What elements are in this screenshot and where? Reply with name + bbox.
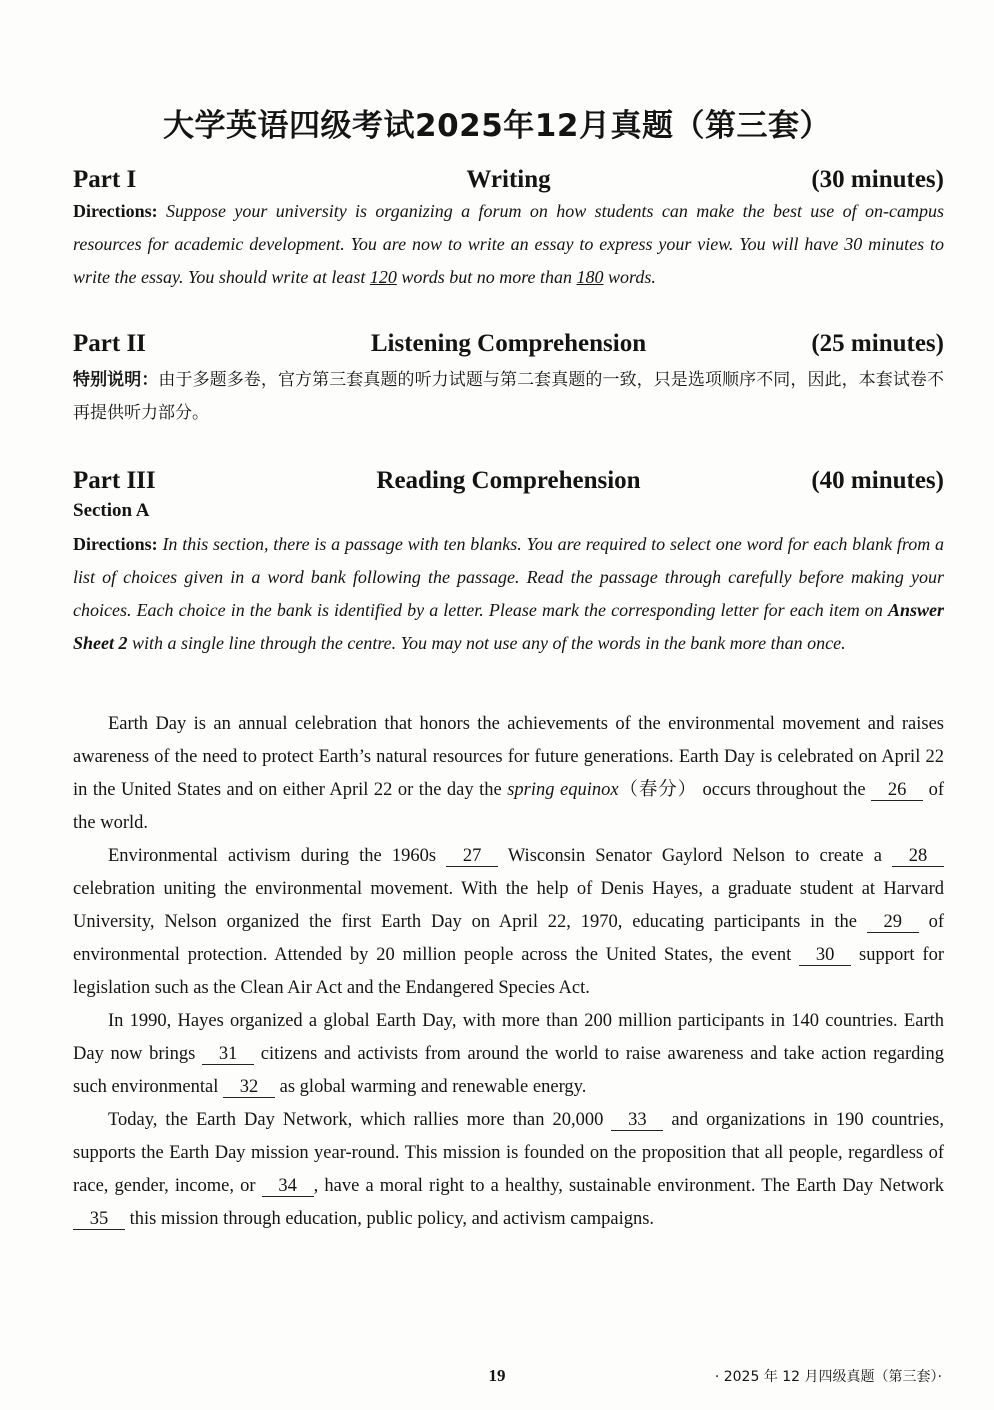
part-2-name: Listening Comprehension — [370, 330, 647, 357]
page-number: 19 — [488, 1366, 506, 1385]
blank-28: 28 — [892, 846, 944, 867]
min-words: 120 — [369, 267, 397, 287]
blank-35: 35 — [73, 1209, 125, 1230]
blank-29: 29 — [867, 912, 919, 933]
part-3-time: (40 minutes) — [811, 467, 944, 494]
passage-text: citizens and activists from around the world to raise awareness and take action regarding such environmental — [73, 1044, 944, 1097]
running-title: · 2025 年 12 月四级真题（第三套）· — [714, 1369, 942, 1385]
blank-32: 32 — [223, 1077, 275, 1098]
term-gloss: （春分） — [618, 780, 697, 800]
writing-directions-text-2: words but no more than — [396, 267, 577, 287]
section-a-heading: Section A — [73, 500, 150, 521]
reading-directions — [73, 528, 944, 660]
answer-sheet-ref: Answer Sheet 2 — [73, 600, 944, 653]
page-title: 大学英语四级考试2025年12月真题（第三套） — [163, 108, 831, 144]
part-2-time: (25 minutes) — [811, 330, 944, 357]
term-spring-equinox: spring equinox — [507, 780, 619, 800]
reading-directions-text-2: with a single line through the centre. You may not use any of the words in the bank more than once. — [127, 633, 846, 653]
blank-26: 26 — [871, 780, 923, 801]
listening-note-label: 特别说明： — [73, 370, 159, 390]
part-3-number: Part III — [73, 467, 156, 494]
passage-paragraph-4 — [73, 1104, 944, 1236]
writing-directions — [73, 195, 944, 294]
writing-directions-label: Directions: — [73, 201, 158, 221]
passage-text: celebration uniting the environmental movement. With the help of Denis Hayes, a graduate student at Harvard University, Nelson organized the first Earth Day on April 22, 1970, educating participants in the — [73, 879, 944, 932]
passage-text: this mission through education, public policy, and activism campaigns. — [125, 1209, 655, 1229]
blank-34: 34 — [262, 1176, 314, 1197]
part-3-name: Reading Comprehension — [376, 467, 641, 494]
reading-directions-text: In this section, there is a passage with ten blanks. You are required to select one word for each blank from a list of choices given in a word bank following the passage. Read the passage through carefully before making your choices. Each choice in the bank is identified by a letter. Please mark the corresponding letter for each item on — [73, 534, 944, 620]
listening-note — [73, 364, 944, 430]
part-1-name: Writing — [466, 166, 551, 193]
blank-27: 27 — [446, 846, 498, 867]
passage-text: , have a moral right to a healthy, sustainable environment. The Earth Day Network — [313, 1176, 945, 1196]
passage-text: and organizations in 190 countries, supports the Earth Day mission year-round. This mission is founded on the proposition that all people, regardless of race, gender, income, or — [73, 1110, 945, 1196]
blank-30: 30 — [799, 945, 851, 966]
blank-31: 31 — [202, 1044, 254, 1065]
passage-text: occurs throughout the — [696, 780, 872, 800]
passage-text: Today, the Earth Day Network, which rallies more than 20,000 — [108, 1110, 612, 1130]
passage-text: of environmental protection. Attended by 20 million people across the United States, the event — [73, 912, 944, 965]
passage-text: In 1990, Hayes organized a global Earth Day, with more than 200 million participants in 140 countries. Earth Day now brings — [73, 1011, 944, 1064]
passage-paragraph-3 — [73, 1005, 944, 1104]
passage-text: of the world. — [73, 780, 944, 833]
passage-paragraph-2 — [73, 840, 944, 1005]
part-2-header — [73, 330, 944, 366]
part-2-number: Part II — [73, 330, 146, 357]
max-words: 180 — [576, 267, 604, 287]
cloze-passage — [73, 708, 944, 1236]
passage-text: as global warming and renewable energy. — [275, 1077, 587, 1097]
blank-33: 33 — [611, 1110, 663, 1131]
reading-directions-label: Directions: — [73, 534, 158, 554]
writing-directions-text: Suppose your university is organizing a forum on how students can make the best use of on-campus resources for academic development. You are now to write an essay to express your view. You will have 30 minutes to write the essay. You should write at least — [73, 201, 945, 287]
passage-text: Environmental activism during the 1960s — [108, 846, 447, 866]
passage-text: Wisconsin Senator Gaylord Nelson to create a — [498, 846, 892, 866]
part-1-number: Part I — [73, 166, 137, 193]
part-3-header — [73, 467, 944, 503]
passage-paragraph-1 — [73, 708, 944, 840]
writing-directions-text-3: words. — [603, 267, 656, 287]
part-1-time: (30 minutes) — [811, 166, 944, 193]
passage-text: support for legislation such as the Clean Air Act and the Endangered Species Act. — [73, 945, 944, 998]
listening-note-text: 由于多题多卷，官方第三套真题的听力试题与第二套真题的一致，只是选项顺序不同，因此，本套试卷不再提供听力部分。 — [73, 370, 945, 423]
passage-text: Earth Day is an annual celebration that honors the achievements of the environmental movement and raises awareness of the need to protect Earth’s natural resources for future generations. Earth Day is celebrated on April 22 in the United States and on either April 22 or the day the — [73, 714, 944, 800]
